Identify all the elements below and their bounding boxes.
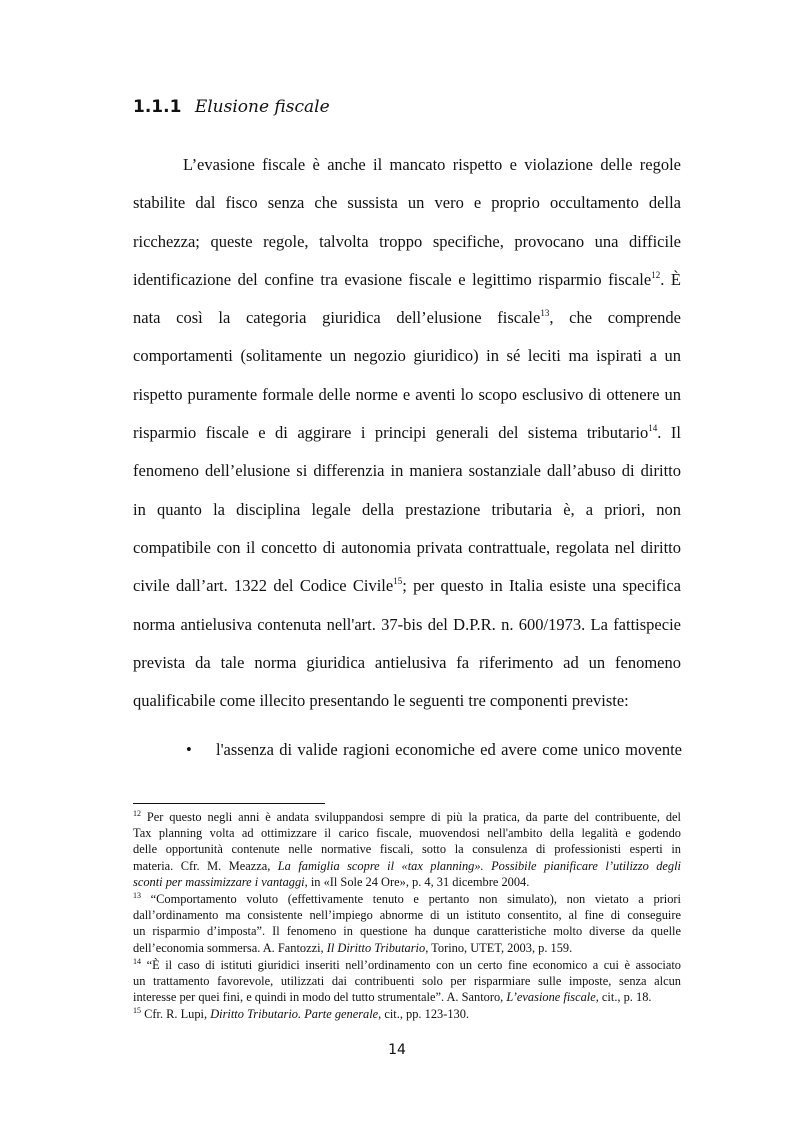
footnote-12: $^{12}$ Per questo negli anni è andata sviluppandosi sempre di più la pratica, da parte del contribuente, del Tax planning volta ad ottimizzare il carico fiscale, muovendosi nell'ambito della legalità e godendo delle opportunità contenute nelle normative fiscali, sotto la consulenza di professionisti esperti in materia. Cfr. M. Meazza, La famiglia scopre il «tax planning». Possibile pianificare l’utilizzo degli sconti per massimizzare i vantaggi, in «Il Sole 24 Ore», p. 4, 31 dicembre 2004. [133, 809, 682, 889]
paragraph-line: prevista da tale norma giuridica antielusiva fa riferimento ad un fenomeno [133, 652, 681, 672]
paragraph-line: L’evasione fiscale è anche il mancato rispetto e violazione delle regole [183, 155, 681, 174]
paragraph-line: risparmio fiscale e di aggirare i principi generali del sistema tributario$^{14}$. Il [133, 423, 681, 443]
paragraph-line: civile dall’art. 1322 del Codice Civile$^{15}$; per questo in Italia esiste una specifica [133, 576, 681, 596]
footnote-14: $^{14}$ “È il caso di istituti giuridici inseriti nell’ordinamento con un certo fine economico a cui è associato un trattamento favorevole, utilizzati dai contribuenti solo per risparmiare sulle imposte, senza alcun interesse per quei fini, e quindi in modo del tutto strumentale”. A. Santoro, L’evasione fiscale, cit., p. 18. [133, 956, 681, 1005]
paragraph-line: in quanto la disciplina legale della prestazione tributaria è, a priori, non [133, 499, 681, 519]
paragraph-line: norma antielusiva contenuta nell'art. 37-bis del D.P.R. n. 600/1973. La fattispecie [133, 614, 681, 634]
footnote-ref-13[interactable]: 13 [540, 308, 550, 319]
paragraph-line: stabilite dal fisco senza che sussista un vero e proprio occultamento della [133, 193, 681, 213]
section-heading [133, 97, 330, 117]
footnote-13: $^{13}$ “Comportamento voluto (effettivamente tenuto e pertanto non simulato), non vietato a priori dall’ordinamento ma consistente nell’impiego abnorme di un istituto consentito, al fine di conseguire un risparmio d’imposta”. Il fenomeno in questione ha dunque caratteristiche molto diverse da quelle dell’economia sommersa. A. Fantozzi, Il Diritto Tributario, Torino, UTET, 2003, p. 159. [133, 891, 681, 955]
body-paragraph [133, 146, 681, 720]
section-number: 1.1.1 [133, 97, 182, 117]
paragraph-line: ricchezza; queste regole, talvolta troppo specifiche, provocano una difficile [133, 231, 681, 251]
footnote-15: $^{15}$ Cfr. R. Lupi, Diritto Tributario. Parte generale, cit., pp. 123-130. [133, 1006, 470, 1022]
paragraph-line: fenomeno dell’elusione si differenzia in maniera sostanziale dall’abuso di diritto [133, 461, 681, 481]
footnotes [133, 809, 681, 1024]
bullet-text: l'assenza di valide ragioni economiche ed avere come unico movente [216, 740, 682, 759]
footnote-ref-14[interactable]: 14 [648, 423, 658, 434]
page-number: 14 [388, 1042, 406, 1058]
paragraph-line: compatibile con il concetto di autonomia privata contrattuale, regolata nel diritto [133, 537, 681, 557]
paragraph-line: nata così la categoria giuridica dell’elusione fiscale$^{13}$, che comprende [133, 308, 681, 328]
paragraph-line: rispetto puramente formale delle norme e aventi lo scopo esclusivo di ottenere un [133, 384, 681, 404]
bullet-list-item [186, 740, 682, 760]
footnote-ref-12[interactable]: 12 [651, 269, 661, 280]
paragraph-line: identificazione del confine tra evasione fiscale e legittimo risparmio fiscale$^{12}$. È [133, 269, 681, 289]
section-title: Elusione fiscale [194, 97, 330, 117]
bullet-icon: • [186, 740, 192, 759]
footnote-divider [133, 803, 325, 804]
paragraph-line: comportamenti (solitamente un negozio giuridico) in sé leciti ma ispirati a un [133, 346, 681, 366]
paragraph-line: qualificabile come illecito presentando le seguenti tre componenti previste: [133, 691, 629, 711]
footnote-ref-15[interactable]: 15 [393, 576, 403, 587]
